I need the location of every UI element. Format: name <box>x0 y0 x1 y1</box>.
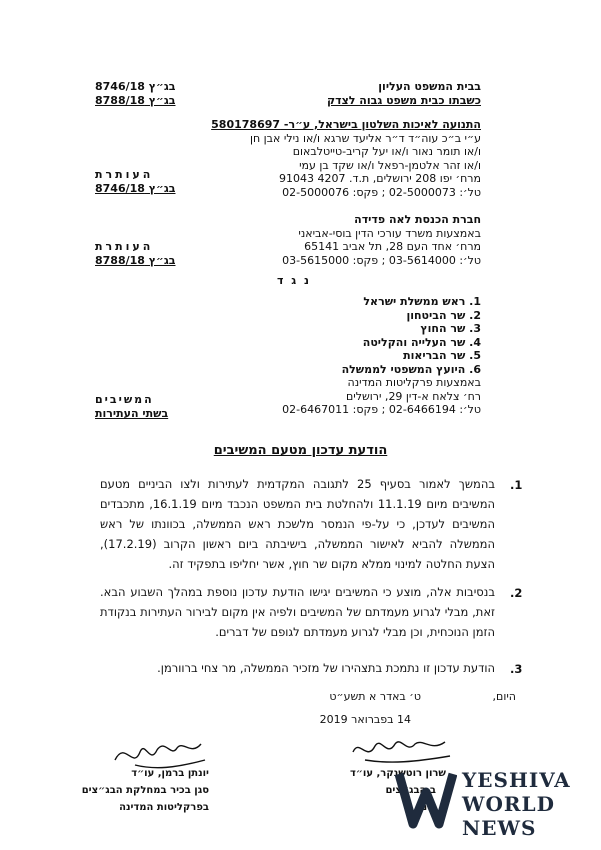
versus-label: נ ג ד <box>276 274 311 287</box>
paragraph-text: בהמשך לאמור בסעיף 25 לתגובה המקדמית לעתירות ולצו הביניים מטעם המשיבים מיום 11.1.19 ולהחלטת בית המשפט הנכבד מיום 16.1.19, מתכבדים המשיבים לעדכן, כי על-פי הנמסר מלשכת ראש הממשלה, בכוונתו של ראש הממשלה להביא לאישור הממשלה, בישיבתה ביום ראשון הקרוב (17.2.19), הצעת החלטה למינוי ממלא מקום שר חוץ, אשר יחליפו בתפקיד זה. <box>100 477 496 571</box>
respondent-item: 1. ראש ממשלת ישראל <box>363 295 481 308</box>
paragraph-number: .1 <box>510 478 523 492</box>
petitioner-2-line: טל׳: 03-5614000 ; פקס: 03-5615000 <box>282 253 481 267</box>
respondents-via: באמצעות פרקליטות המדינה <box>347 376 481 389</box>
respondents-address: רח׳ צלאח א-דין 29, ירושלים <box>345 389 481 403</box>
petitioner-2-block <box>282 213 481 267</box>
respondents-block <box>282 295 481 417</box>
document-title: הודעת עדכון מטעם המשיבים <box>213 443 388 458</box>
paragraph-number: .2 <box>510 586 523 600</box>
signature-left-title: סגן בכיר במחלקת הבג״צים <box>81 785 209 796</box>
petitioner-1-line: ע״י ב״כ עוה״ד ד״ר אליעד שרגא ו/או נילי אבן חן <box>249 131 481 145</box>
petitioner-1-line: ו/או זהר אלטמן-רפאל ו/או שקד בן עמי <box>299 158 481 172</box>
petitioner-2-line: מרח׳ אחד העם 28, תל אביב 65141 <box>304 240 481 253</box>
petitioner-1-name: התנועה לאיכות השלטון בישראל, ע״ר- 580178697 <box>211 118 481 131</box>
date-hebrew: ט׳ באדר א תשע״ט <box>329 690 421 703</box>
signature-right-image <box>345 732 465 772</box>
signature-right-office: דינה <box>415 802 436 813</box>
signature-right-title: ב הבג״צים <box>385 785 436 796</box>
petitioner-2-role: העותרת <box>95 240 154 253</box>
paragraph-text: בנסיבות אלה, מוצע כי המשיבים יגישו הודעת עדכון נוספת במהלך השבוע הבא. זאת, מבלי לגרוע מעמדתם של המשיבים ולפיה אין מקום לבירור העתירות בנקודת הזמן הנוכחית, וכן מבלי לגרוע מעמדתם לגופם של דברים. <box>100 585 495 639</box>
respondents-role: המשיבים <box>95 393 154 406</box>
signature-right-name: שרון רוטשנקר, עו״ד <box>349 768 446 779</box>
date-label: היום, <box>492 690 516 703</box>
petitioner-2-name: חברת הכנסת לאה פדידה <box>354 213 481 226</box>
respondent-item: 5. שר הבריאות <box>403 349 481 362</box>
paragraph-text: הודעת עדכון זו נתמכת בתצהירו של מזכיר הממשלה, מר צחי ברוורמן. <box>157 661 495 675</box>
yeshiva-world-news-logo-icon <box>395 768 457 830</box>
watermark-line-1: YESHIVA <box>462 768 571 792</box>
paragraph-number: .3 <box>510 662 523 676</box>
court-subtitle: כשבתו כבית משפט גבוה לצדק <box>327 94 481 107</box>
petitioner-1-case: בג״ץ 8746/18 <box>95 182 176 195</box>
signature-left-office: בפרקליטות המדינה <box>119 802 209 813</box>
case-number-1: בג״ץ 8746/18 <box>95 80 176 93</box>
date-gregorian: 14 בפברואר 2019 <box>319 713 411 726</box>
petitioner-2-case: בג״ץ 8788/18 <box>95 254 176 267</box>
respondents-phone: טל׳: 02-6466194 ; פקס: 02-6467011 <box>282 403 481 416</box>
respondent-item: 4. שר העלייה והקליטה <box>362 335 481 349</box>
respondent-item: 3. שר החוץ <box>420 322 481 335</box>
petitioner-1-block <box>211 118 481 199</box>
watermark-line-2: WORLD <box>462 792 555 816</box>
watermark-line-3: NEWS <box>462 816 537 840</box>
respondents-role-sub: בשתי העתירות <box>95 407 169 420</box>
respondent-item: 6. היועץ המשפטי לממשלה <box>341 362 481 376</box>
case-number-2: בג״ץ 8788/18 <box>95 94 176 107</box>
petitioner-1-line: מרח׳ יפו 208 ירושלים, ת.ד. 4207 91043 <box>279 172 481 185</box>
court-name: בבית המשפט העליון <box>378 80 481 93</box>
petitioner-1-line: טל׳: 02-5000073 ; פקס: 02-5000076 <box>282 185 481 199</box>
petitioner-1-role: העותרת <box>95 168 154 181</box>
petitioner-1-line: ו/או תומר נאור ו/או יעל קריב-טייטלבאום <box>292 145 481 158</box>
respondent-item: 2. שר הביטחון <box>406 308 481 322</box>
petitioner-2-line: באמצעות משרד עורכי הדין בוסי-אביאני <box>298 226 481 240</box>
signature-left-name: יונתן ברמן, עו״ד <box>131 768 209 779</box>
